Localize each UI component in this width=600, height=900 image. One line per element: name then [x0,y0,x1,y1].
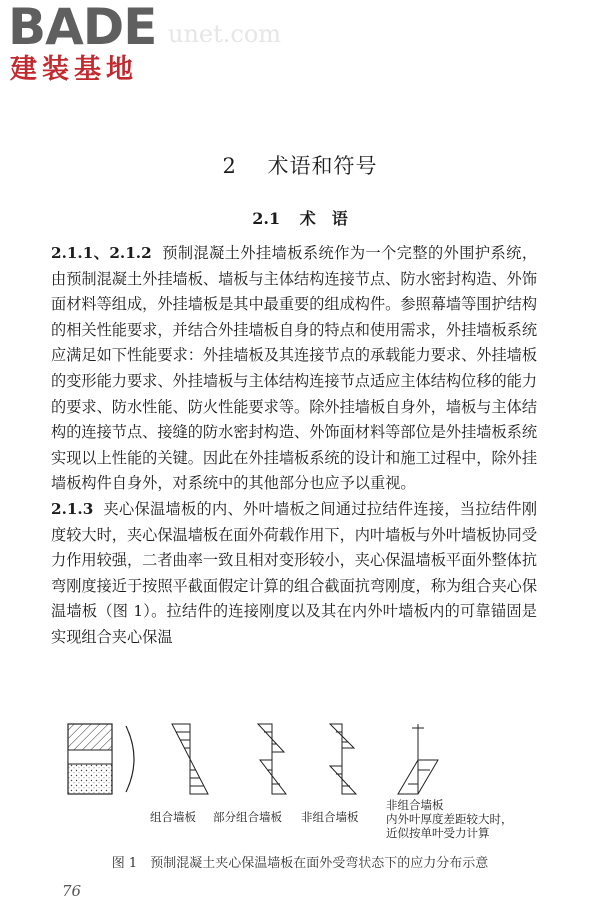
paragraph-2-1-1 [51,241,537,497]
section-heading [0,208,600,230]
clause-number: 2.1.3 [51,499,94,518]
label-non-composite-2: 非组合墙板 [386,798,444,812]
chapter-title: 术语和符号 [267,154,378,178]
logo-subtitle: 建装基地 [10,54,138,85]
chapter-number: 2 [222,154,237,178]
clause-number: 2.1.1、2.1.2 [51,244,152,262]
label-note-line1: 内外叶厚度差距较大时， [386,812,513,826]
watermark: unet.com [168,20,282,48]
label-note-line2: 近似按单叶受力计算 [386,826,490,840]
figure-1 [50,714,550,844]
figure-caption: 图 1 预制混凝土夹心保温墙板在面外受弯状态下的应力分布示意 [111,856,489,871]
label-non-composite: 非组合墙板 [301,810,359,824]
composite-stress [172,724,208,794]
paragraph-2-1-3 [51,497,537,651]
paragraph-text: 预制混凝土外挂墙板系统作为一个完整的外围护系统，由预制混凝土外挂墙板、墙板与主体结构连接节点、防水密封构造、外饰面材料等组成，外挂墙板是其中最重要的组成构件。参照幕墙等围护结构的相关性能要求，并结合外挂墙板自身的特点和使用需求，外挂墙板系统应满足如下性能要求：外挂墙板及其连接节点的承载能力要求、外挂墙板的变形能力要求、外挂墙板与主体结构连接节点适应主体结构位移的能力的要求、防水性能、防火性能要求等。除外挂墙板自身外，墙板与主体结构的连接节点、接缝的防水密封构造、外饰面材料等部位是外挂墙板系统实现以上性能的关键。因此在外挂墙板系统的设计和施工过程中，除外挂墙板构件自身外，对系统中的其他部分也应予以重视。 [51,244,538,493]
partial-stress [258,724,286,794]
non-composite-thin-stress [398,724,438,794]
page-number: 76 [62,882,82,900]
label-composite: 组合墙板 [150,810,196,824]
logo-brand: BADE [8,0,157,56]
chapter-heading [0,152,600,180]
label-partial: 部分组合墙板 [213,810,282,824]
non-composite-stress [330,724,356,794]
paragraph-text: 夹心保温墙板的内、外叶墙板之间通过拉结件连接，当拉结件刚度较大时，夹心保温墙板在面外荷载作用下，内叶墙板与外叶墙板协同受力作用较强，二者曲率一致且相对变形较小，夹心保温墙板平面外整体抗弯刚度接近于按照平截面假定计算的组合截面抗弯刚度，称为组合夹心保温墙板（图 1）。拉结件的连接刚度以及其在内外叶墙板内的可靠锚固是实现组合夹心保温 [51,499,538,646]
body-text [51,241,537,651]
section-title: 术 语 [299,209,348,228]
stress-diagram [50,714,550,804]
section-number: 2.1 [252,209,281,228]
wall-section [68,724,134,794]
